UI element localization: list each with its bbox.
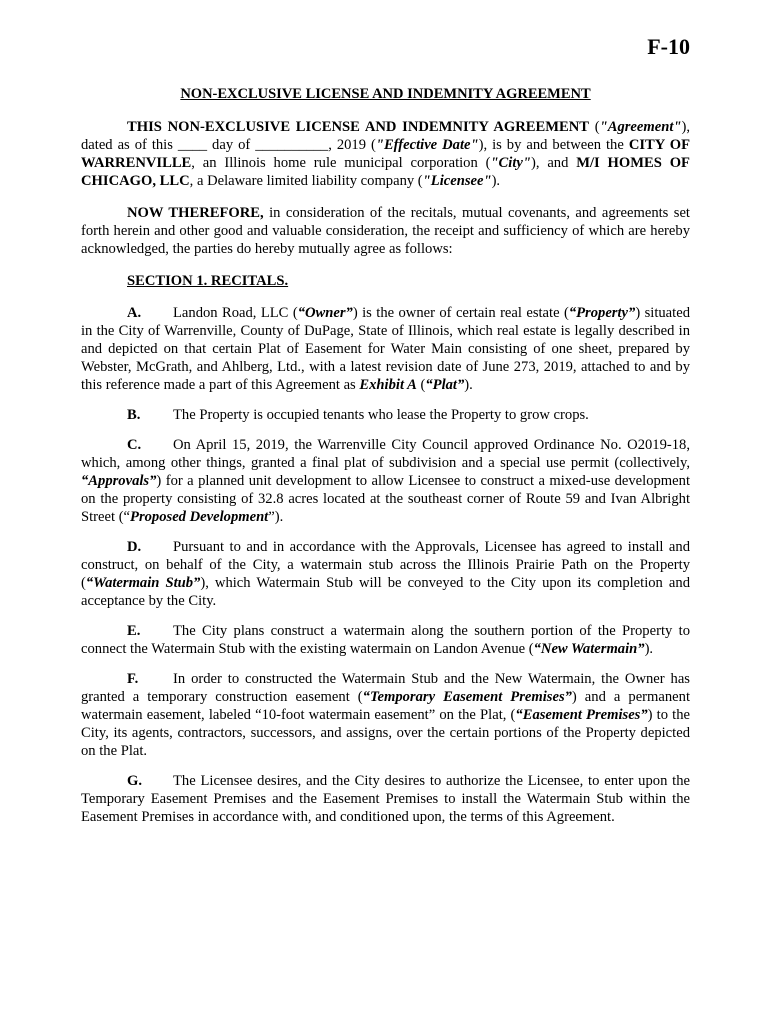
intro-paragraph (81, 118, 690, 190)
recital-label: D. (127, 539, 142, 555)
recital-g (81, 772, 690, 826)
recital-text: ). (644, 641, 654, 657)
city-name: CITY OF WARRENVILLE (81, 137, 691, 171)
easement-premises-term: “Easement Premises” (515, 707, 648, 723)
recital-b (81, 406, 690, 424)
intro-heading: THIS NON-EXCLUSIVE LICENSE AND INDEMNITY AGREEMENT (127, 119, 589, 135)
agreement-body (81, 118, 690, 838)
city-term: "City" (490, 155, 531, 171)
exhibit-a-term: Exhibit A (359, 377, 417, 393)
recital-text: ”). (268, 509, 284, 525)
recital-text: ) for a planned unit development to allow Licensee to construct a mixed-use development on the property consisting of 32.8 acres located at the southeast corner of Route 59 and Ivan Albright Street (“ (81, 473, 690, 525)
intro-text: ). (491, 173, 501, 189)
watermain-stub-term: “Watermain Stub” (85, 575, 201, 591)
intro-text: , a Delaware limited liability company ( (189, 173, 423, 189)
exhibit-label: F-10 (647, 34, 690, 59)
recital-label: A. (127, 305, 142, 321)
recital-label: G. (127, 773, 142, 789)
plat-term: “Plat” (425, 377, 465, 393)
recital-text: ). (464, 377, 473, 393)
recital-text: ) situated in the City of Warrenville, County of DuPage, State of Illinois, which real estate is legally described in and depicted on that certain Plat of Easement for Water Main consisting of one sheet, prepared by Webster, McGrath, and Ahlberg, Ltd., with a latest revision date of June 273, 2019, attached to and by this reference made a part of this Agreement as (81, 305, 690, 393)
temporary-easement-term: “Temporary Easement Premises” (362, 689, 572, 705)
agreement-term: "Agreement" (599, 119, 682, 135)
intro-text: ), dated as of this ____ day of __________, 2019 ( (81, 119, 690, 153)
intro-text: ), is by and between the (478, 137, 629, 153)
recital-text: The City plans construct a watermain along the southern portion of the Property to connect the Watermain Stub with the existing watermain on Landon Avenue ( (81, 623, 690, 657)
recital-text: The Property is occupied tenants who lease the Property to grow crops. (173, 407, 589, 423)
recital-f (81, 670, 690, 760)
agreement-title: NON-EXCLUSIVE LICENSE AND INDEMNITY AGREEMENT (180, 86, 591, 102)
proposed-development-term: Proposed Development (130, 509, 269, 525)
recital-label: F. (127, 671, 139, 687)
recital-text: ) is the owner of certain real estate ( (352, 305, 569, 321)
new-watermain-term: “New Watermain” (533, 641, 645, 657)
recital-d (81, 538, 690, 610)
intro-text: ), and (530, 155, 577, 171)
licensee-term: "Licensee" (422, 173, 492, 189)
recital-text: ) and a permanent watermain easement, labeled “10-foot watermain easement” on the Plat, ( (81, 689, 690, 723)
licensee-name: M/I HOMES OF CHICAGO, LLC (81, 155, 690, 189)
recital-a (81, 304, 690, 394)
approvals-term: “Approvals” (81, 473, 157, 489)
recital-text: ( (416, 377, 426, 393)
section-heading: SECTION 1. RECITALS. (127, 273, 289, 289)
recital-label: B. (127, 407, 141, 423)
now-therefore-text: in consideration of the recitals, mutual covenants, and agreements set forth herein and other good and valuable consideration, the receipt and sufficiency of which are hereby acknowledged, the parties do hereby mutually agree as follows: (81, 205, 690, 257)
recital-c (81, 436, 690, 526)
property-term: “Property” (568, 305, 636, 321)
recital-text: ), which Watermain Stub will be conveyed to the City upon its completion and acceptance by the City. (81, 575, 690, 609)
recital-e (81, 622, 690, 658)
owner-term: “Owner” (297, 305, 353, 321)
recital-text: Landon Road, LLC ( (173, 305, 298, 321)
recital-text: In order to constructed the Watermain Stub and the New Watermain, the Owner has granted a temporary construction easement ( (81, 671, 690, 705)
recital-label: C. (127, 437, 142, 453)
effective-date-term: "Effective Date" (375, 137, 479, 153)
now-therefore-lead: NOW THEREFORE, (127, 205, 264, 221)
recital-text: On April 15, 2019, the Warrenville City Council approved Ordinance No. O2019-18, which, among other things, granted a final plat of subdivision and a special use permit (collectively, (81, 437, 690, 471)
recital-text: Pursuant to and in accordance with the Approvals, Licensee has agreed to install and construct, on behalf of the City, a watermain stub across the Illinois Prairie Path on the Property ( (81, 539, 690, 591)
intro-text: ( (589, 119, 600, 135)
intro-text: , an Illinois home rule municipal corporation ( (191, 155, 491, 171)
recital-label: E. (127, 623, 141, 639)
recital-text: ) to the City, its agents, contractors, successors, and assigns, over the certain portions of the Property depicted on the Plat. (81, 707, 691, 759)
recital-text: The Licensee desires, and the City desires to authorize the Licensee, to enter upon the Temporary Easement Premises and the Easement Premises to install the Watermain Stub within the Easement Premises in accordance with, and conditioned upon, the terms of this Agreement. (81, 773, 690, 825)
now-therefore-paragraph (81, 204, 690, 258)
